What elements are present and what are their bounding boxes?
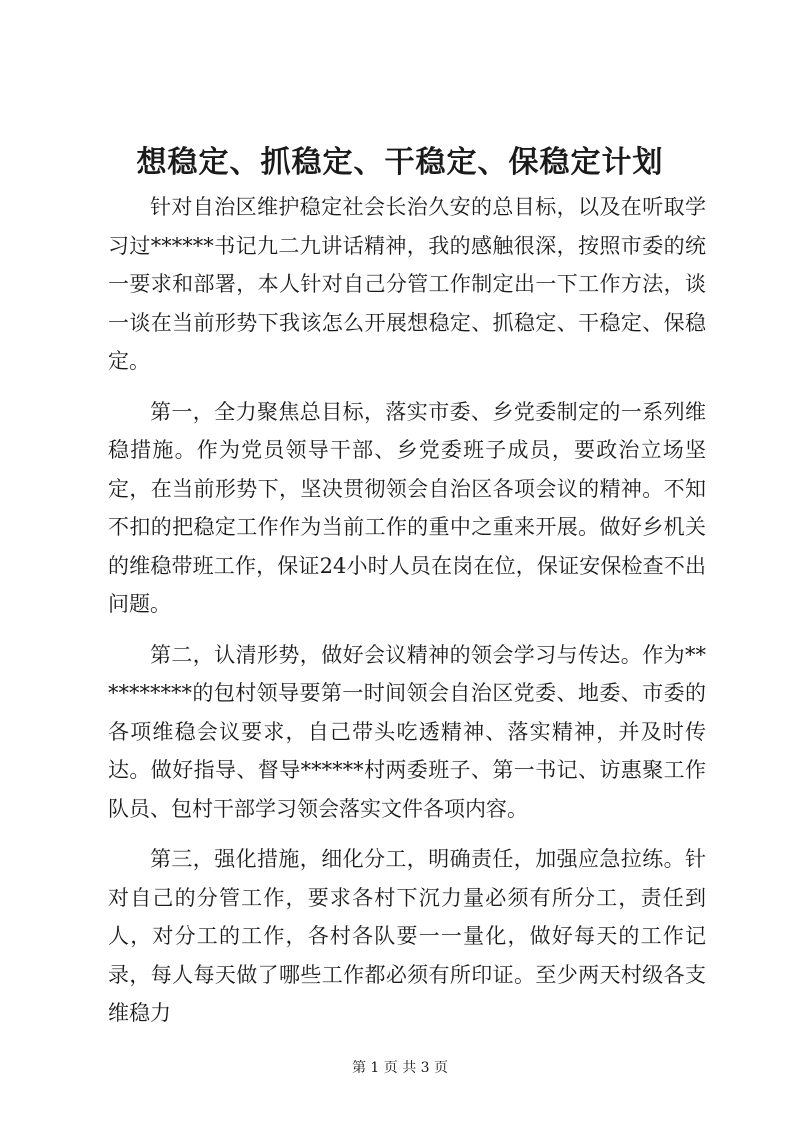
paragraph-intro: 针对自治区维护稳定社会长治久安的总目标，以及在听取学习过******书记九二九讲话精神，我的感触很深，按照市委的统一要求和部署，本人针对自己分管工作制定出一下工作方法，谈一谈在当前形势下我该怎么开展想稳定、抓稳定、干稳定、保稳定。 — [108, 195, 706, 373]
paragraph-first: 第一，全力聚焦总目标，落实市委、乡党委制定的一系列维稳措施。作为党员领导干部、乡党委班子成员，要政治立场坚定，在当前形势下，坚决贯彻领会自治区各项会议的精神。不知不扣的把稳定工作作为当前工作的重中之重来开展。做好乡机关的维稳带班工作，保证24小时人员在岗在位，保证安保检查不出问题。 — [108, 399, 706, 616]
page-footer: 第 1 页 共 3 页 — [351, 1060, 449, 1076]
document-title: 想稳定、抓稳定、干稳定、保稳定计划 — [136, 145, 664, 180]
document-body — [108, 188, 706, 1033]
paragraph-third: 第三，强化措施，细化分工，明确责任，加强应急拉练。针对自己的分管工作，要求各村下沉力量必须有所分工，责任到人，对分工的工作，各村各队要一一量化，做好每天的工作记录，每人每天做了哪些工作都必须有所印证。至少两天村级各支维稳力 — [108, 847, 706, 1025]
paragraph-second: 第二，认清形势，做好会议精神的领会学习与传达。作为**********的包村领导要第一时间领会自治区党委、地委、市委的各项维稳会议要求，自己带头吃透精神、落实精神，并及时传达。做好指导、督导******村两委班子、第一书记、访惠聚工作队员、包村干部学习领会落实文件各项内容。 — [108, 642, 706, 821]
